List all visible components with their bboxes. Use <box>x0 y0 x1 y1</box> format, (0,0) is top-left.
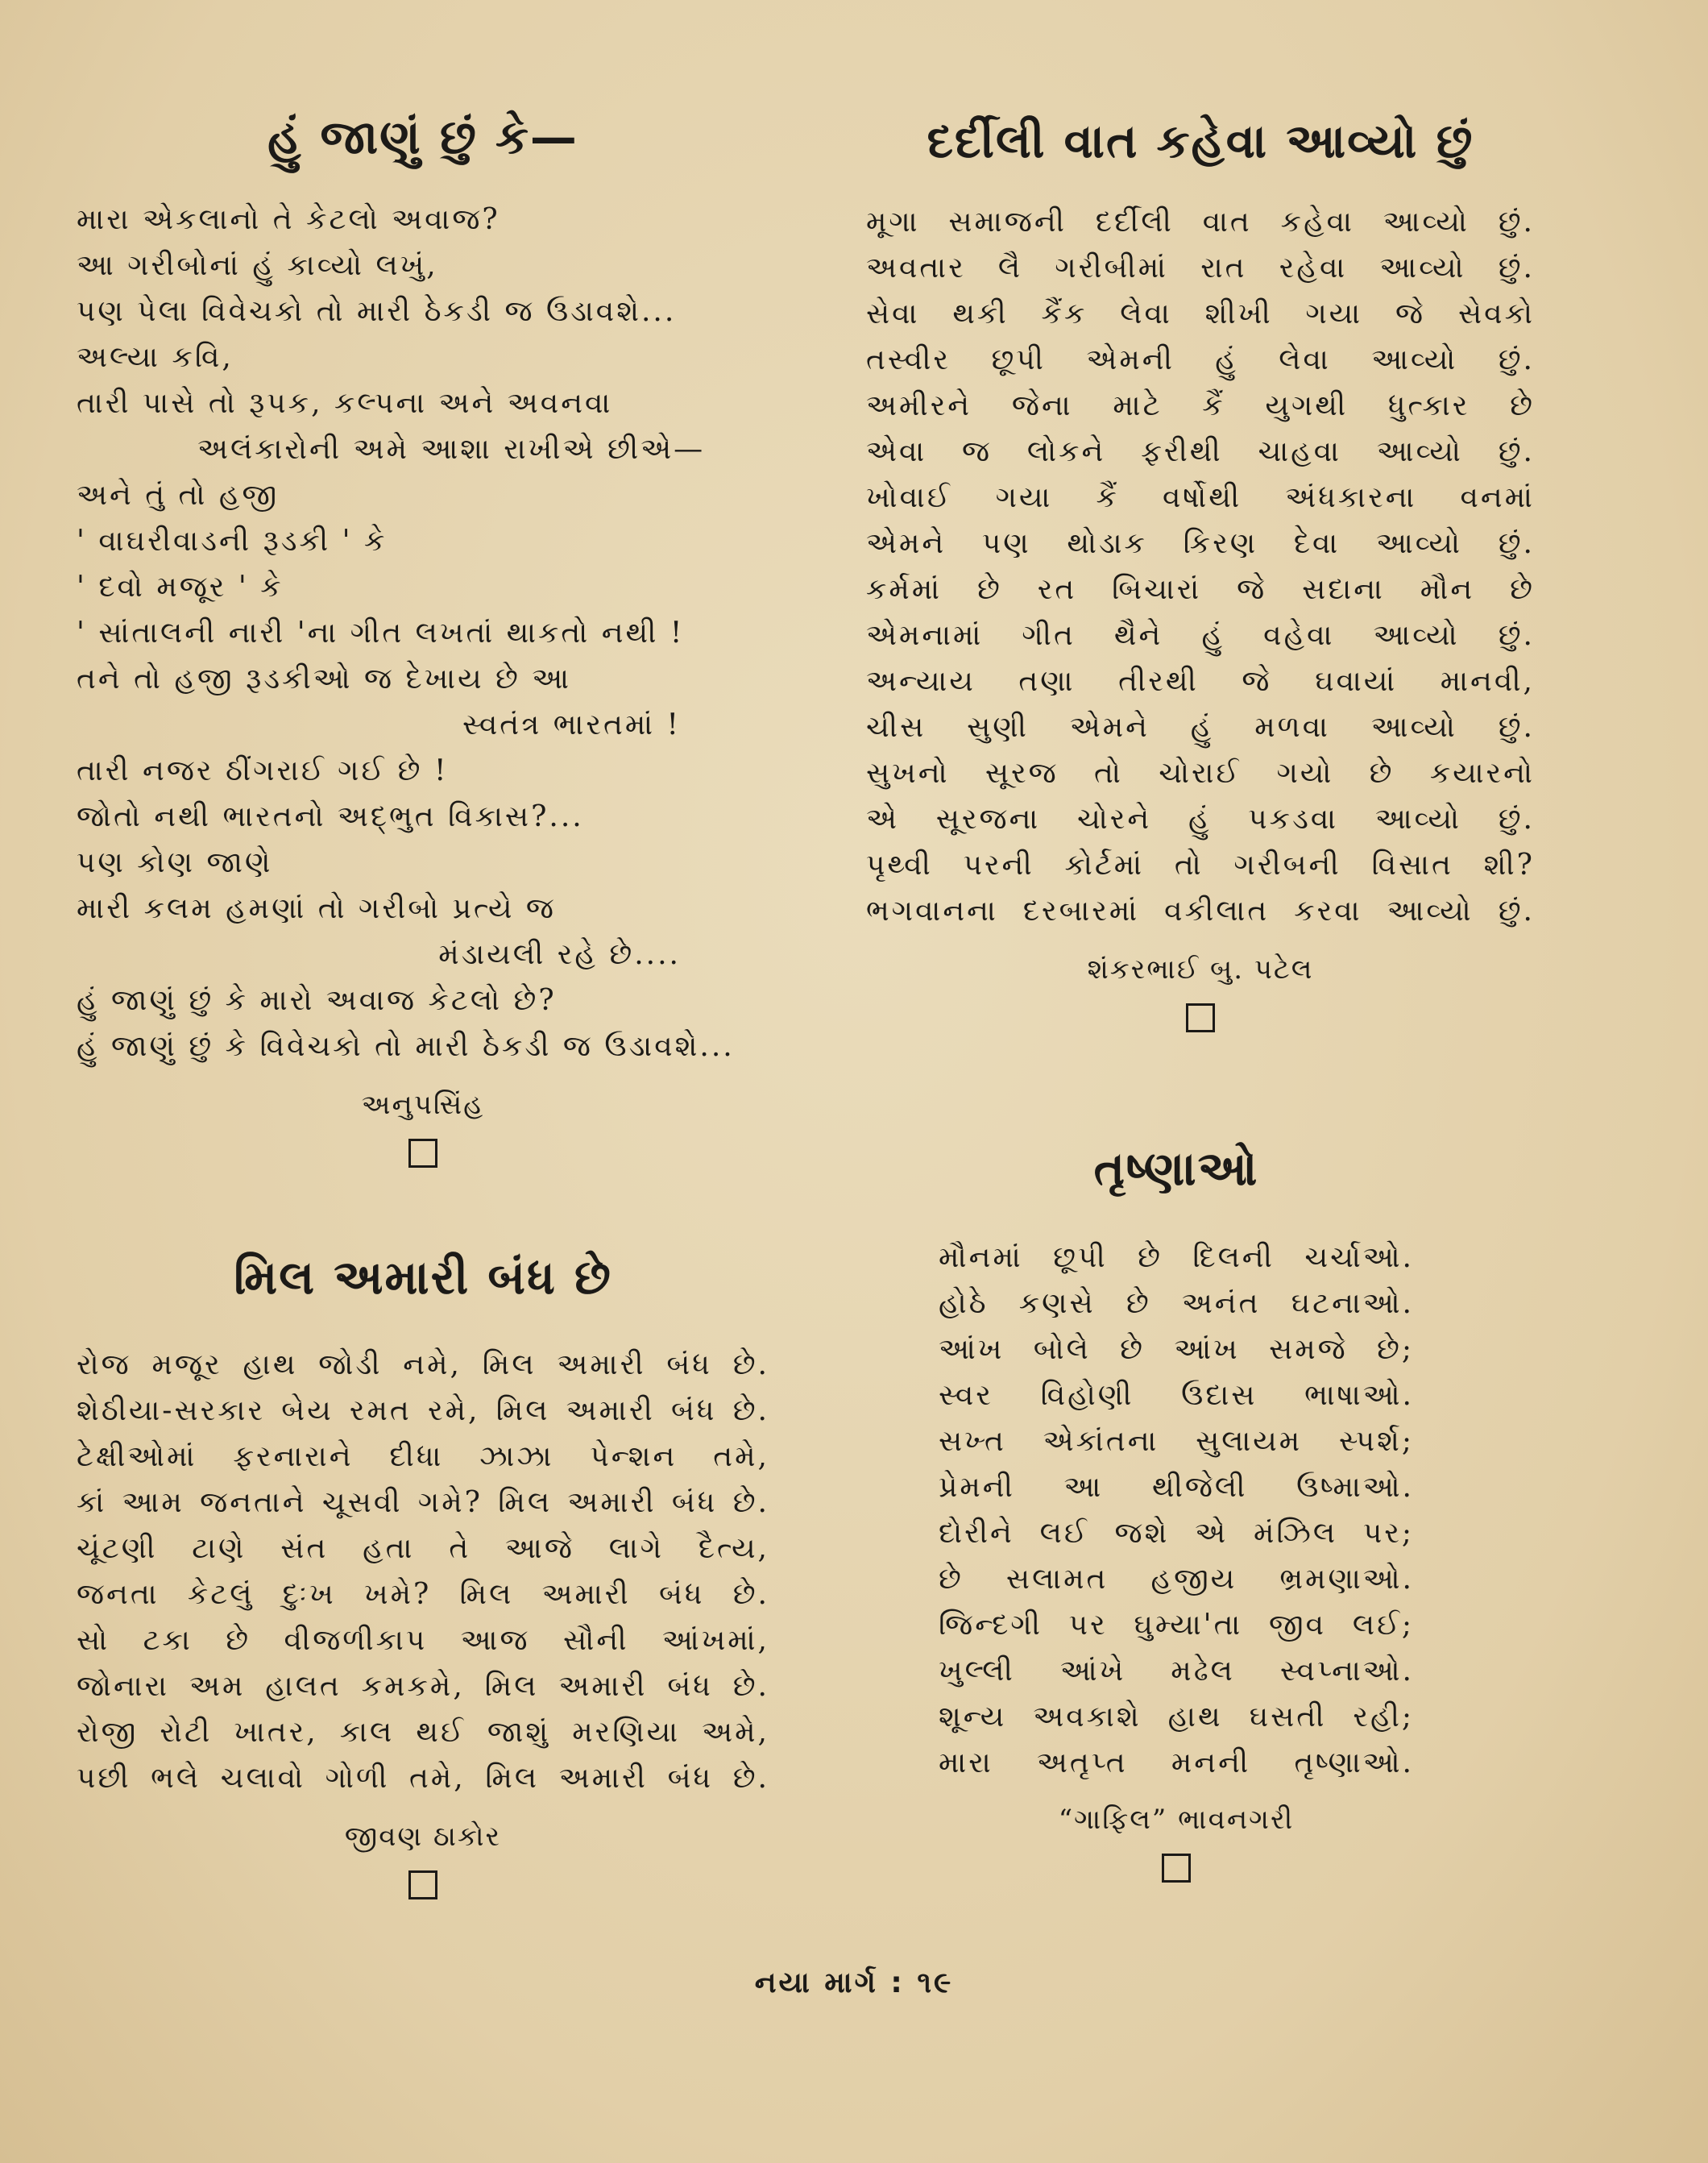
page-footer: નયા માર્ગ : ૧૯ <box>754 1966 954 1999</box>
poem-line: મૌનમાં છૂપી છે દિલની ચર્ચાઓ. <box>939 1241 1414 1274</box>
poem-line: ' સાંતાલની નારી 'ના ગીત લખતાં થાકતો નથી ! <box>77 617 685 650</box>
poem-line: એ સૂરજના ચોરને હું પકડવા આવ્યો છું. <box>866 803 1535 836</box>
poem-line: ખોવાઈ ગયા કૈં વર્ષોથી અંધકારના વનમાં <box>866 481 1535 514</box>
poem-line: સેવા થકી કૈંક લેવા શીખી ગયા જે સેવકો <box>866 297 1535 330</box>
poem-line: મંડાયલી રહે છે.... <box>438 938 681 971</box>
poem-line: અને તું તો હજી <box>77 479 280 512</box>
poem-line: મારા એકલાનો તે કેટલો અવાજ? <box>77 203 500 236</box>
poem-line: હું જાણું છું કે વિવેચકો તો મારી ઠેકડી જ ઉડાવશે... <box>77 1030 735 1063</box>
poem-line: અન્યાય તણા તીરથી જે ઘવાયાં માનવી, <box>866 665 1535 698</box>
end-mark-icon <box>408 1870 437 1899</box>
poem-lines <box>939 1235 1414 1786</box>
poem-line: ભગવાનના દરબારમાં વકીલાત કરવા આવ્યો છું. <box>866 895 1535 928</box>
poem-line: તને તો હજી રૂડકીઓ જ દેખાય છે આ <box>77 662 572 695</box>
poem-line: મારા અતૃપ્ત મનની તૃષ્ણાઓ. <box>939 1746 1414 1779</box>
poem-trushnao <box>939 1136 1414 1883</box>
poem-line: એવા જ લોકને ફરીથી ચાહવા આવ્યો છું. <box>866 435 1535 468</box>
poem-line: શેઠીયા-સરકાર બેય રમત રમે, મિલ અમારી બંધ છે. <box>77 1394 769 1427</box>
poem-line: ' વાઘરીવાડની રૂડકી ' કે <box>77 525 388 558</box>
poem-line: રોજ મજૂર હાથ જોડી નમે, મિલ અમારી બંધ છે. <box>77 1348 769 1381</box>
poem-line: પૃથ્વી પરની કોર્ટમાં તો ગરીબની વિસાત શી? <box>866 849 1535 882</box>
poem-line: કાં આમ જનતાને ચૂસવી ગમે? મિલ અમારી બંધ છે. <box>77 1486 769 1519</box>
poem-mil-amari-bandh-chhe <box>77 1245 769 1899</box>
poem-line: અલ્યા કવિ, <box>77 341 234 374</box>
poem-line: સ્વર વિહોણી ઉદાસ ભાષાઓ. <box>939 1379 1414 1412</box>
poem-line: જોતો નથી ભારતનો અદ્ભુત વિકાસ?... <box>77 800 584 833</box>
poem-line: ચૂંટણી ટાણે સંત હતા તે આજે લાગે દૈત્ય, <box>77 1532 769 1565</box>
poem-author: શંકરભાઈ બુ. પટેલ <box>1087 953 1314 986</box>
poem-title: તૃષ્ણાઓ <box>1093 1141 1259 1196</box>
end-mark-icon <box>1162 1854 1191 1883</box>
poem-line: સ્વતંત્ર ભારતમાં ! <box>462 708 681 741</box>
poem-lines <box>866 199 1535 934</box>
poem-line: જિન્દગી પર ઘુમ્યા'તા જીવ લઈ; <box>939 1609 1414 1642</box>
poem-line: અવતાર લૈ ગરીબીમાં રાત રહેવા આવ્યો છું. <box>866 251 1535 284</box>
poem-line: મારી કલમ હમણાં તો ગરીબો પ્રત્યે જ <box>77 892 556 925</box>
poem-line: કર્મમાં છે રત બિચારાં જે સદાના મૌન છે <box>866 573 1535 606</box>
poem-line: એમનામાં ગીત થૈને હું વહેવા આવ્યો છું. <box>866 619 1535 652</box>
poem-line: હોઠે કણસે છે અનંત ઘટનાઓ. <box>939 1287 1414 1320</box>
poem-line: અલંકારોની અમે આશા રાખીએ છીએ— <box>197 433 706 466</box>
poem-title: દર્દીલી વાત કહેવા આવ્યો છું <box>927 114 1474 168</box>
poem-line: શૂન્ય અવકાશે હાથ ઘસતી રહી; <box>939 1700 1414 1733</box>
poem-line: તારી પાસે તો રૂપક, કલ્પના અને અવનવા <box>77 387 613 420</box>
poem-hu-janu-chhu-ke <box>77 105 769 1168</box>
poem-line: ' દવો મજૂર ' કે <box>77 571 284 604</box>
poem-title: મિલ અમારી બંધ છે <box>234 1250 612 1305</box>
poem-line: સખ્ત એકાંતના સુલાયમ સ્પર્શ; <box>939 1425 1414 1458</box>
poem-title: હું જાણું છું કે— <box>267 110 578 164</box>
poem-author: જીવણ ઠાકોર <box>344 1820 502 1853</box>
poem-line: આંખ બોલે છે આંખ સમજે છે; <box>939 1333 1414 1366</box>
poem-line: ટેક્ષીઓમાં ફરનારાને દીધા ઝાઝા પેન્શન તમે, <box>77 1440 769 1473</box>
poem-line: છે સલામત હજીય ભ્રમણાઓ. <box>939 1563 1414 1596</box>
poem-line: પછી ભલે ચલાવો ગોળી તમે, મિલ અમારી બંધ છે. <box>77 1762 769 1795</box>
poem-line: તારી નજર ઠીંગરાઈ ગઈ છે ! <box>77 754 449 787</box>
poem-line: આ ગરીબોનાં હું કાવ્યો લખું, <box>77 249 438 282</box>
poem-line: જનતા કેટલું દુઃખ ખમે? મિલ અમારી બંધ છે. <box>77 1578 769 1611</box>
poem-line: સો ટકા છે વીજળીકાપ આજ સૌની આંખમાં, <box>77 1624 769 1657</box>
poem-line: હું જાણું છું કે મારો અવાજ કેટલો છે? <box>77 984 557 1017</box>
poem-line: તસ્વીર છૂપી એમની હું લેવા આવ્યો છું. <box>866 343 1535 376</box>
poem-author: “ગાફિલ” ભાવનગરી <box>1058 1804 1295 1836</box>
end-mark-icon <box>408 1139 437 1168</box>
poem-lines <box>77 1342 769 1801</box>
poem-line: મૂગા સમાજની દર્દીલી વાત કહેવા આવ્યો છું. <box>866 206 1535 239</box>
poem-line: ચીસ સુણી એમને હું મળવા આવ્યો છું. <box>866 711 1535 744</box>
poem-line: રોજી રોટી ખાતર, કાલ થઈ જાશું મરણિયા અમે, <box>77 1716 769 1749</box>
poem-line: અમીરને જેના માટે કૈં યુગથી ધુત્કાર છે <box>866 389 1535 422</box>
poem-lines <box>77 197 769 1069</box>
poem-line: એમને પણ થોડાક કિરણ દેવા આવ્યો છું. <box>866 527 1535 560</box>
poem-line: પણ પેલા વિવેચકો તો મારી ઠેકડી જ ઉડાવશે... <box>77 295 677 328</box>
poem-line: દોરીને લઈ જશે એ મંઝિલ પર; <box>939 1517 1414 1550</box>
poem-line: પણ કોણ જાણે <box>77 846 273 879</box>
poem-line: ખુલ્લી આંખે મઢેલ સ્વપ્નાઓ. <box>939 1654 1414 1688</box>
poem-line: પ્રેમની આ થીજેલી ઉષ્માઓ. <box>939 1471 1414 1504</box>
poem-author: અનુપસિંહ <box>361 1089 485 1121</box>
poem-line: સુખનો સૂરજ તો ચોરાઈ ગયો છે કયારનો <box>866 757 1535 790</box>
poem-line: જોનારા અમ હાલત કમકમે, મિલ અમારી બંધ છે. <box>77 1670 769 1703</box>
end-mark-icon <box>1186 1003 1215 1032</box>
poem-dardili-vat <box>866 109 1535 1032</box>
